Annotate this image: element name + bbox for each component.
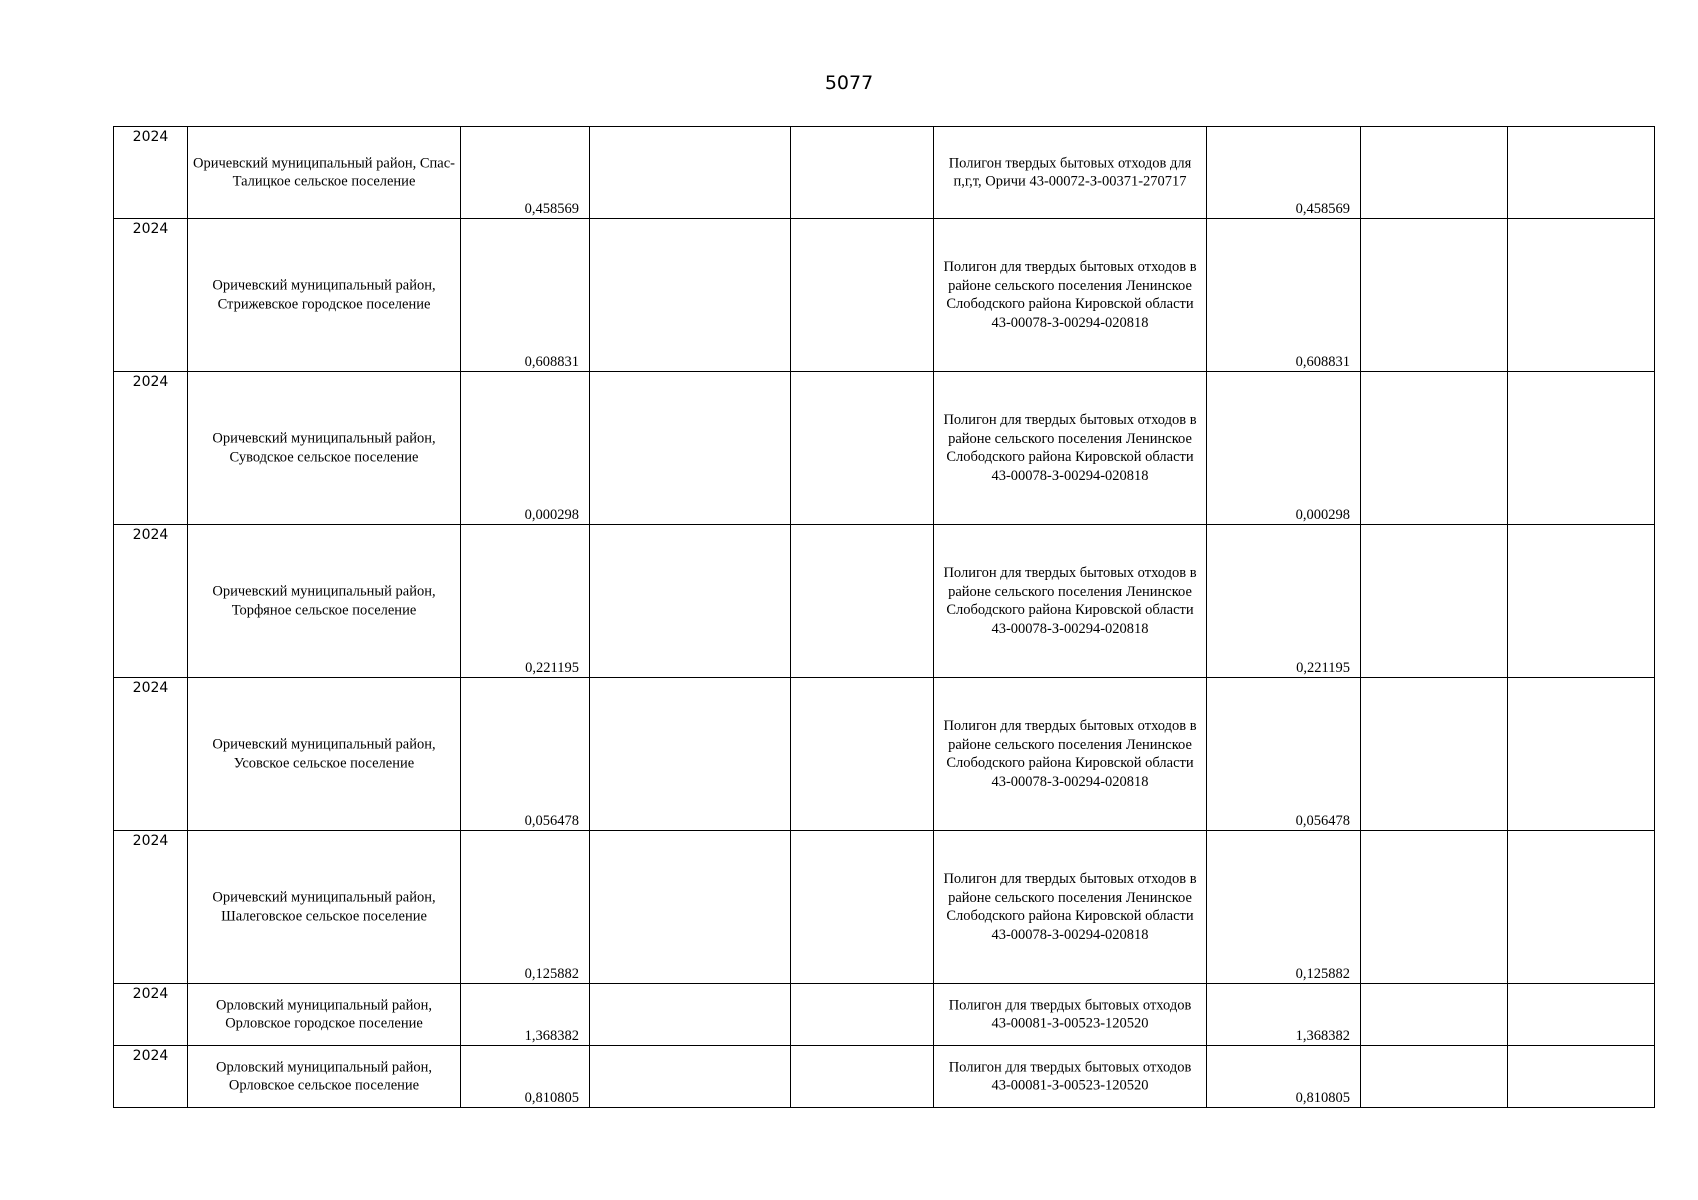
year-cell (114, 372, 188, 525)
table-row (114, 1046, 1655, 1108)
empty-cell (590, 831, 791, 984)
empty-cell (1508, 1046, 1655, 1108)
amount-value: 0,458569 (524, 201, 579, 217)
facility-cell (934, 831, 1207, 984)
municipality-name: Оричевский муниципальный район, Спас-Талицкое сельское поселение (193, 155, 455, 190)
empty-cell (791, 525, 934, 678)
amount-cell (461, 219, 590, 372)
facility-name: Полигон твердых бытовых отходов для п,г,т, Оричи 43-00072-З-00371-270717 (948, 155, 1192, 190)
amount-value: 0,608831 (524, 354, 579, 370)
table-row (114, 831, 1655, 984)
empty-cell (1361, 372, 1508, 525)
empty-cell (1508, 372, 1655, 525)
municipality-cell (188, 984, 461, 1046)
empty-cell (590, 678, 791, 831)
amount-cell (461, 984, 590, 1046)
table-row (114, 678, 1655, 831)
amount-cell (461, 127, 590, 219)
table-row (114, 984, 1655, 1046)
empty-cell (1508, 678, 1655, 831)
empty-cell (791, 219, 934, 372)
year-value: 2024 (132, 986, 169, 1002)
empty-cell (590, 219, 791, 372)
municipality-cell (188, 127, 461, 219)
year-value: 2024 (132, 1048, 169, 1064)
table-row (114, 372, 1655, 525)
facility-name: Полигон для твердых бытовых отходов в районе сельского поселения Ленинское Слободского района Кировской области 43-00078-З-00294-020818 (943, 718, 1197, 790)
empty-cell (1361, 1046, 1508, 1108)
facility-cell (934, 372, 1207, 525)
page-number: 5077 (824, 72, 874, 94)
amount2-value: 0,221195 (1296, 660, 1350, 676)
empty-cell (1361, 127, 1508, 219)
municipality-name: Оричевский муниципальный район, Шалеговское сельское поселение (212, 889, 436, 924)
municipality-name: Оричевский муниципальный район, Стрижевское городское поселение (212, 277, 436, 312)
amount-value: 0,125882 (524, 966, 579, 982)
waste-registry-table (113, 126, 1655, 1108)
municipality-cell (188, 1046, 461, 1108)
amount2-cell (1207, 1046, 1361, 1108)
amount2-cell (1207, 219, 1361, 372)
empty-cell (791, 127, 934, 219)
empty-cell (1361, 525, 1508, 678)
amount2-cell (1207, 525, 1361, 678)
empty-cell (791, 372, 934, 525)
amount-value: 0,221195 (525, 660, 579, 676)
empty-cell (1361, 984, 1508, 1046)
empty-cell (791, 831, 934, 984)
amount2-cell (1207, 127, 1361, 219)
municipality-name: Оричевский муниципальный район, Суводское сельское поселение (212, 430, 436, 465)
facility-name: Полигон для твердых бытовых отходов в районе сельского поселения Ленинское Слободского района Кировской области 43-00078-З-00294-020818 (943, 871, 1197, 943)
empty-cell (1508, 984, 1655, 1046)
year-cell (114, 1046, 188, 1108)
facility-name: Полигон для твердых бытовых отходов в районе сельского поселения Ленинское Слободского района Кировской области 43-00078-З-00294-020818 (943, 565, 1197, 637)
empty-cell (1361, 831, 1508, 984)
facility-cell (934, 127, 1207, 219)
amount-cell (461, 678, 590, 831)
amount-value: 0,810805 (524, 1090, 579, 1106)
municipality-name: Оричевский муниципальный район, Усовское сельское поселение (212, 736, 436, 771)
amount-value: 0,000298 (524, 507, 579, 523)
municipality-cell (188, 525, 461, 678)
year-cell (114, 678, 188, 831)
amount2-value: 0,458569 (1295, 201, 1350, 217)
municipality-cell (188, 678, 461, 831)
municipality-name: Оричевский муниципальный район, Торфяное сельское поселение (212, 583, 436, 618)
empty-cell (1508, 219, 1655, 372)
year-cell (114, 831, 188, 984)
municipality-name: Орловский муниципальный район, Орловское сельское поселение (215, 1059, 432, 1094)
table-row (114, 127, 1655, 219)
year-value: 2024 (132, 221, 169, 237)
facility-cell (934, 525, 1207, 678)
table-row (114, 219, 1655, 372)
empty-cell (1361, 678, 1508, 831)
amount2-value: 1,368382 (1295, 1028, 1350, 1044)
amount2-cell (1207, 372, 1361, 525)
empty-cell (1508, 525, 1655, 678)
municipality-name: Орловский муниципальный район, Орловское городское поселение (215, 997, 432, 1032)
year-value: 2024 (132, 680, 169, 696)
facility-cell (934, 678, 1207, 831)
empty-cell (791, 984, 934, 1046)
facility-name: Полигон для твердых бытовых отходов в районе сельского поселения Ленинское Слободского района Кировской области 43-00078-З-00294-020818 (943, 259, 1197, 331)
year-value: 2024 (132, 527, 169, 543)
facility-name: Полигон для твердых бытовых отходов 43-00081-З-00523-120520 (948, 1059, 1192, 1094)
amount-cell (461, 1046, 590, 1108)
amount-cell (461, 525, 590, 678)
year-value: 2024 (132, 833, 169, 849)
amount2-value: 0,810805 (1295, 1090, 1350, 1106)
empty-cell (1361, 219, 1508, 372)
empty-cell (590, 984, 791, 1046)
facility-cell (934, 219, 1207, 372)
municipality-cell (188, 219, 461, 372)
amount2-cell (1207, 831, 1361, 984)
amount2-value: 0,000298 (1295, 507, 1350, 523)
year-value: 2024 (132, 374, 169, 390)
empty-cell (590, 1046, 791, 1108)
municipality-cell (188, 831, 461, 984)
table-row (114, 525, 1655, 678)
empty-cell (590, 525, 791, 678)
municipality-cell (188, 372, 461, 525)
amount-cell (461, 831, 590, 984)
facility-name: Полигон для твердых бытовых отходов в районе сельского поселения Ленинское Слободского района Кировской области 43-00078-З-00294-020818 (943, 412, 1197, 484)
facility-name: Полигон для твердых бытовых отходов 43-00081-З-00523-120520 (948, 997, 1192, 1032)
empty-cell (791, 1046, 934, 1108)
amount2-value: 0,056478 (1295, 813, 1350, 829)
facility-cell (934, 1046, 1207, 1108)
year-cell (114, 219, 188, 372)
amount-value: 1,368382 (524, 1028, 579, 1044)
year-cell (114, 127, 188, 219)
empty-cell (791, 678, 934, 831)
year-cell (114, 984, 188, 1046)
amount2-cell (1207, 984, 1361, 1046)
amount2-value: 0,125882 (1295, 966, 1350, 982)
empty-cell (1508, 127, 1655, 219)
amount-cell (461, 372, 590, 525)
empty-cell (590, 372, 791, 525)
amount2-value: 0,608831 (1295, 354, 1350, 370)
year-value: 2024 (132, 129, 169, 145)
empty-cell (590, 127, 791, 219)
empty-cell (1508, 831, 1655, 984)
amount2-cell (1207, 678, 1361, 831)
year-cell (114, 525, 188, 678)
facility-cell (934, 984, 1207, 1046)
amount-value: 0,056478 (524, 813, 579, 829)
